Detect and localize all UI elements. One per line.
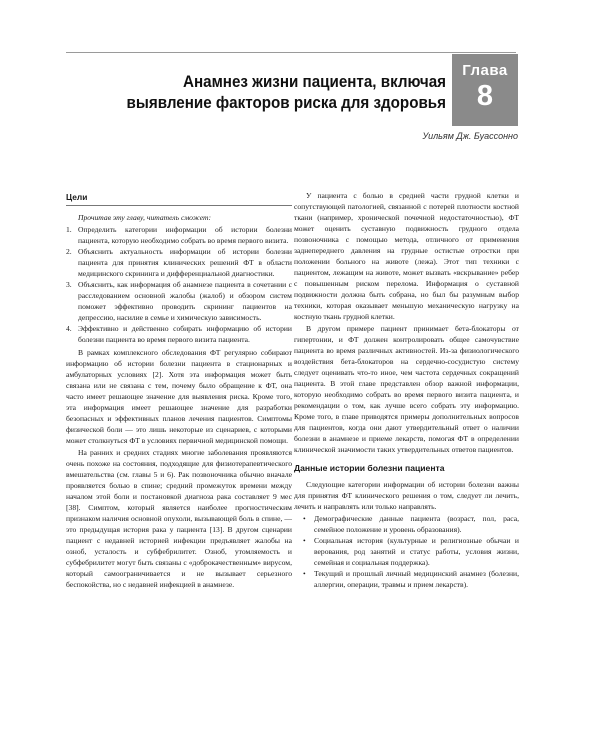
chapter-badge bbox=[452, 54, 518, 126]
goals-heading: Цели bbox=[66, 192, 292, 206]
goals-list bbox=[66, 224, 292, 345]
body-paragraph: В другом примере пациент принимает бета-блокаторы от гипертонии, и ФТ должен контролировать общее самочувствие пациента во время различных активностей. Из-за физиологического воздействия бета-блокаторов на сердечно-сосудистую систему следует оценивать что-то иное, чем частота сердечных сокращений пациента. В этой главе представлен обзор важной информации, которую необходимо собрать во время первого визита пациента, и рекомендации о том, как лучше всего собрать эту информацию. Кроме того, в главе приводятся примеры дополнительных вопросов для пациентов, когда они дают утвердительный ответ о наличии болезни в анамнезе и приеме лекарств, помогая ФТ в определении клинической значимости таких утвердительных ответов пациентов. bbox=[294, 324, 519, 454]
goal-item: 1. Определить категории информации об истории болезни пациента, которую необходимо собрать во время первого визита. bbox=[66, 225, 292, 245]
bullet-icon: • bbox=[303, 569, 306, 578]
body-paragraph: На ранних и средних стадиях многие заболевания проявляются очень похоже на состояния, подходящие для физиотерапевтического вмешательства (см. главы 5 и 6). Рак позвоночника обычно вначале проявляется болью в спине; средний промежуток времени между началом этой боли и постановкой диагноза рака составляет 9 мес [38]. Симптом, который является наиболее прогностическим признаком наличия основной опухоли, вызывающей боль в спине, — это предыдущая история рака у пациента [13]. В другом сценарии пациент с недавней историей инфекции предъявляет жалобы на озноб, усталость и субфебрилитет. Озноб, утомляемость и субфебрилитет могут быть связаны с «доброкачественным» вирусом, который самоограничивается и не вызывает серьезного беспокойства, но с недавней инфекцией в анамнезе. bbox=[66, 448, 292, 589]
bullet-icon: • bbox=[303, 514, 306, 523]
list-item: • Демографические данные пациента (возраст, пол, раса, семейное положение и уровень образования). bbox=[303, 514, 519, 534]
body-paragraph: У пациента с болью в средней части грудной клетки и сопутствующей патологией, связанной с потерей плотности костной ткани (например, хронической почечной недостаточностью), ФТ может оценить суставную подвижность грудного отдела позвоночника с помощью метода, отличного от применения заднепереднего давления на грудные остистые отростки при положении больного на животе (лежа). Этот тип техники с пациентом, лежащим на животе, может вызвать «вскрывание» ребер с повышенным риском перелома. Информация о суставной подвижности должна быть собрана, но был бы разумным выбор техники, которая оказывает меньшую механическую нагрузку на костную ткань грудной клетки. bbox=[294, 191, 519, 321]
left-column bbox=[66, 192, 292, 591]
chapter-title-line-2: выявление факторов риска для здоровья bbox=[126, 94, 446, 112]
chapter-number: 8 bbox=[476, 80, 494, 112]
goal-item: 4. Эффективно и действенно собирать информацию об истории болезни пациента во время первого визита пациента. bbox=[66, 324, 292, 344]
section-intro: Следующие категории информации об истории болезни важны для принятия ФТ клинического решения о том, следует ли лечить, лечить и направлять или только направлять. bbox=[294, 480, 519, 511]
list-item: • Текущий и прошлый личный медицинский анамнез (болезни, аллергии, операции, травмы и прием лекарств). bbox=[303, 569, 519, 589]
body-paragraph: В рамках комплексного обследования ФТ регулярно собирают информацию об истории болезни пациента в стационарных и амбулаторных условиях [2]. Хотя эта информация может быть связана или не связана с тем, почему было обращение к ФТ, она часто имеет решающее значение для выявления риска. Кроме того, эта информация имеет решающее значение для разработки безопасных и эффективных планов лечения пациентов. Симптомы физической боли — это лишь некоторые из сценариев, с которыми может столкнуться ФТ в условиях первичной медицинской помощи. bbox=[66, 348, 292, 445]
list-item: • Социальная история (культурные и религиозные обычаи и верования, род занятий и статус работы, условия жизни, семейная и социальная поддержка). bbox=[303, 536, 519, 567]
author-name: Уильям Дж. Буассонно bbox=[422, 131, 518, 141]
chapter-label: Глава bbox=[462, 62, 508, 79]
header-rule bbox=[66, 52, 516, 53]
chapter-title-line-1: Анамнез жизни пациента, включая bbox=[183, 73, 446, 91]
bullet-icon: • bbox=[303, 536, 306, 545]
goals-intro: Прочитав эту главу, читатель сможет: bbox=[78, 213, 212, 222]
right-column bbox=[294, 190, 519, 590]
history-categories-list bbox=[294, 513, 519, 590]
section-heading: Данные истории болезни пациента bbox=[294, 463, 445, 473]
chapter-title bbox=[115, 72, 446, 114]
goal-item: 3. Объяснить, как информация об анамнезе пациента в сочетании с расследованием основной жалобы (жалоб) и обзором систем поможет эффективно проводить скрининг пациентов на депрессию, насилие в семье и химическую зависимость. bbox=[66, 280, 292, 322]
goal-item: 2. Объяснить актуальность информации об истории болезни пациента для принятия клинических решений ФТ в области медицинского скрининга и дифференциальной диагностики. bbox=[66, 247, 292, 278]
